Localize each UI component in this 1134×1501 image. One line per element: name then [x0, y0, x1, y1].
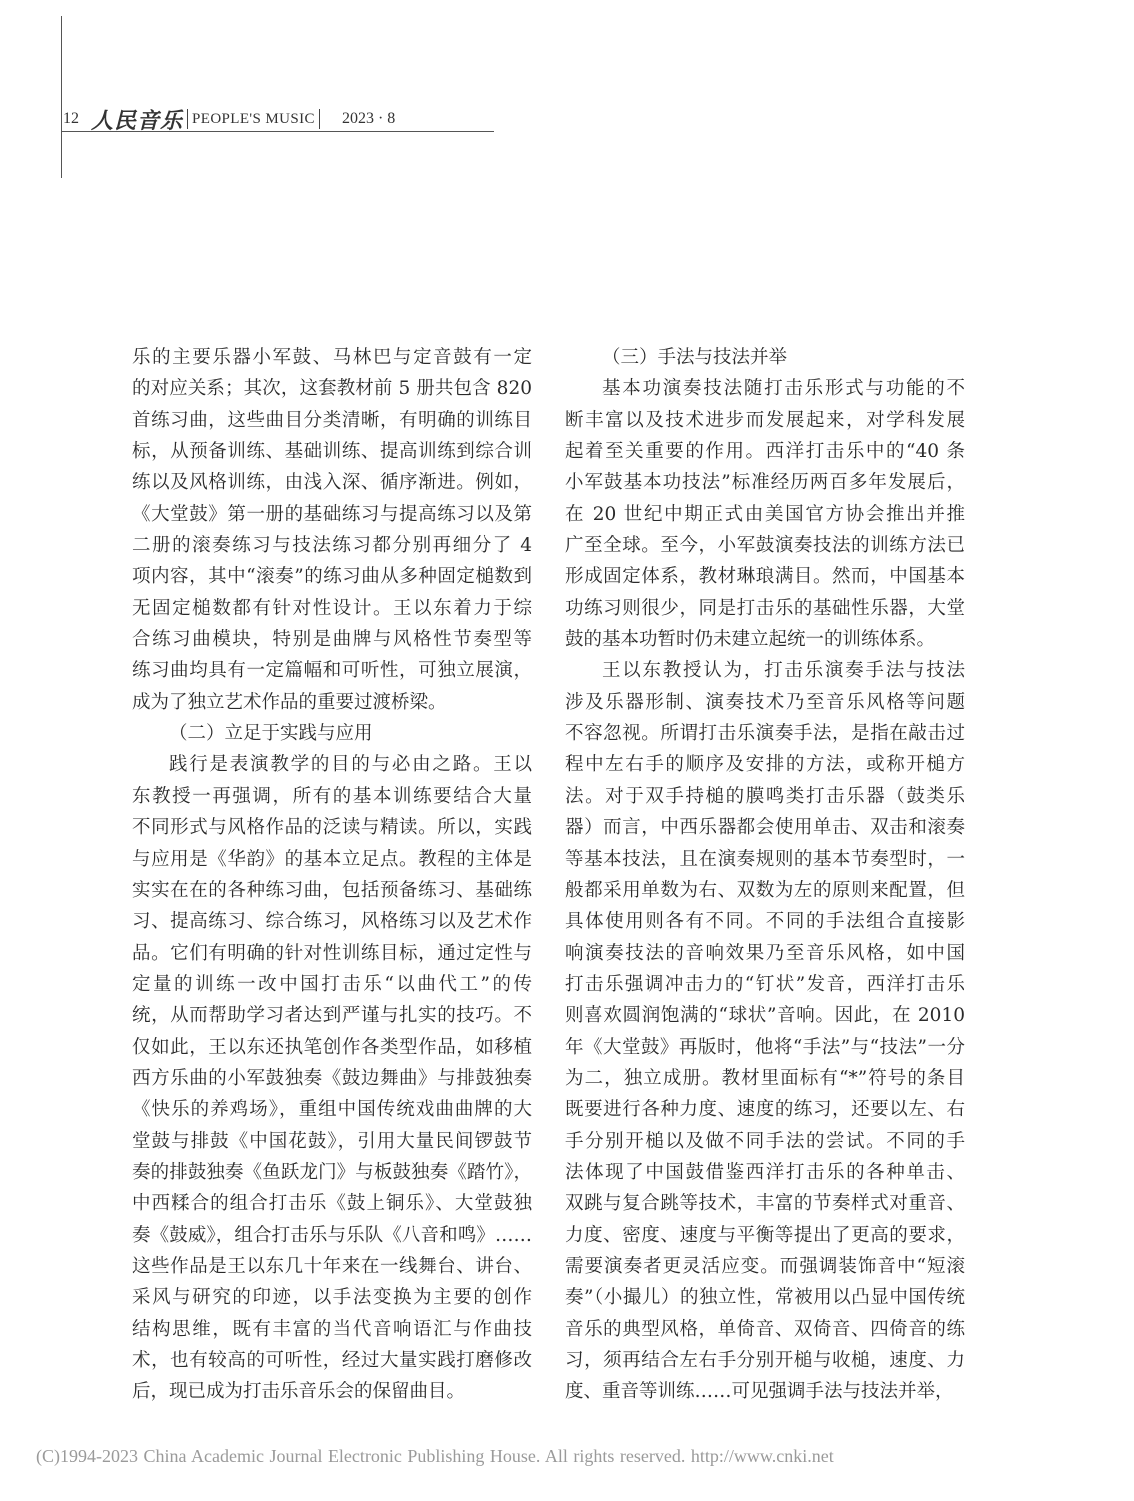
- magazine-logo: 人民音乐: [91, 107, 184, 133]
- text-line: 在 20 世纪中期正式由美国官方协会推出并推: [565, 503, 965, 525]
- text-line: 练以及风格训练，由浅入深、循序渐进。例如，: [132, 472, 532, 494]
- text-line: 功练习则很少，同是打击乐的基础性乐器，大堂: [565, 597, 965, 619]
- text-line: 响演奏技法的音响效果乃至音乐风格，如中国: [565, 942, 965, 964]
- text-line: 王以东教授认为，打击乐演奏手法与技法: [602, 660, 965, 682]
- text-line: 《大堂鼓》第一册的基础练习与提高练习以及第: [132, 503, 532, 525]
- text-line: 鼓的基本功暂时仍未建立起统一的训练体系。: [565, 629, 936, 651]
- text-line: 不同形式与风格作品的泛读与精读。所以，实践: [132, 817, 532, 839]
- text-line: 年《大堂鼓》再版时，他将“手法”与“技法”一分: [565, 1036, 965, 1058]
- issue-number: 2023 · 8: [341, 110, 396, 127]
- text-line: 与应用是《华韵》的基本立足点。教程的主体是: [132, 848, 532, 870]
- left-text-column: [132, 342, 532, 1408]
- text-line: 习，须再结合左右手分别开槌与收槌，速度、力: [565, 1350, 965, 1371]
- text-line: 无固定槌数都有针对性设计。王以东着力于综: [132, 597, 532, 619]
- text-line: 首练习曲，这些曲目分类清晰，有明确的训练目: [132, 409, 532, 431]
- text-line: 中西糅合的组合打击乐《鼓上铜乐》、大堂鼓独: [132, 1193, 532, 1215]
- text-line: 奏的排鼓独奏《鱼跃龙门》与板鼓独奏《踏竹》，: [132, 1161, 532, 1183]
- text-line: 音乐的典型风格，单倚音、双倚音、四倚音的练: [565, 1318, 965, 1340]
- text-line: 力度、密度、速度与平衡等提出了更高的要求，: [565, 1224, 965, 1246]
- text-line: 定量的训练一改中国打击乐“以曲代工”的传: [132, 973, 532, 995]
- text-line: 手分别开槌以及做不同手法的尝试。不同的手: [565, 1130, 965, 1152]
- text-line: （三）手法与技法并举: [602, 347, 788, 368]
- text-line: 双跳与复合跳等技术，丰富的节奏样式对重音、: [565, 1193, 965, 1215]
- text-line: 堂鼓与排鼓《中国花鼓》，引用大量民间锣鼓节: [132, 1130, 532, 1152]
- text-line: 基本功演奏技法随打击乐形式与功能的不: [602, 378, 965, 400]
- copyright-footer: (C)1994-2023 China Academic Journal Electronic Publishing House. All rights reserved. http://www.cnki.net: [36, 1446, 834, 1466]
- text-line: 奏”（小撮儿）的独立性，常被用以凸显中国传统: [565, 1287, 965, 1309]
- text-line: 小军鼓基本功技法”标准经历两百多年发展后，: [565, 472, 965, 494]
- text-line: 习、提高练习、综合练习，风格练习以及艺术作: [132, 911, 532, 933]
- text-line: 品。它们有明确的针对性训练目标，通过定性与: [132, 942, 532, 964]
- text-line: 练习曲均具有一定篇幅和可听性，可独立展演，: [132, 660, 532, 682]
- text-line: 结构思维，既有丰富的当代音响语汇与作曲技: [132, 1318, 532, 1340]
- header-separator: [187, 109, 188, 129]
- text-line: 等基本技法，且在演奏规则的基本节奏型时，一: [565, 848, 965, 870]
- text-line: 统，从而帮助学习者达到严谨与扎实的技巧。不: [132, 1005, 532, 1027]
- text-line: 度、重音等训练……可见强调手法与技法并举，: [565, 1381, 954, 1403]
- text-line: （二）立足于实践与应用: [169, 723, 373, 745]
- text-line: 法体现了中国鼓借鉴西洋打击乐的各种单击、: [565, 1161, 965, 1183]
- text-line: 《快乐的养鸡场》，重组中国传统戏曲曲牌的大: [132, 1099, 532, 1121]
- right-text-column: [565, 342, 965, 1408]
- text-line: 合练习曲模块，特别是曲牌与风格性节奏型等: [132, 629, 532, 651]
- text-line: 法。对于双手持槌的膜鸣类打击乐器（鼓类乐: [565, 785, 965, 807]
- text-line: 奏《鼓威》，组合打击乐与乐队《八音和鸣》……: [132, 1224, 532, 1246]
- header-separator: [319, 109, 320, 129]
- text-line: 标，从预备训练、基础训练、提高训练到综合训: [132, 441, 532, 463]
- text-line: 成为了独立艺术作品的重要过渡桥梁。: [132, 691, 447, 713]
- text-line: 涉及乐器形制、演奏技术乃至音乐风格等问题: [565, 691, 965, 713]
- text-line: 需要演奏者更灵活应变。而强调装饰音中“短滚: [565, 1255, 965, 1277]
- text-line: 践行是表演教学的目的与必由之路。王以: [169, 754, 532, 776]
- text-line: 仅如此，王以东还执笔创作各类型作品，如移植: [132, 1036, 532, 1058]
- text-line: 般都采用单数为右、双数为左的原则来配置，但: [565, 879, 965, 901]
- text-line: 术，也有较高的可听性，经过大量实践打磨修改: [132, 1350, 532, 1371]
- text-line: 不容忽视。所谓打击乐演奏手法，是指在敲击过: [565, 723, 965, 745]
- text-line: 既要进行各种力度、速度的练习，还要以左、右: [565, 1099, 965, 1121]
- magazine-name-en: PEOPLE'S MUSIC: [192, 110, 315, 127]
- text-line: 的对应关系；其次，这套教材前 5 册共包含 820: [132, 378, 532, 400]
- text-line: 为二，独立成册。教材里面标有“*”符号的条目: [565, 1067, 965, 1089]
- text-line: 器）而言，中西乐器都会使用单击、双击和滚奏: [565, 817, 965, 839]
- text-line: 东教授一再强调，所有的基本训练要结合大量: [132, 785, 532, 807]
- text-line: 打击乐强调冲击力的“钉状”发音，西洋打击乐: [565, 973, 965, 995]
- text-line: 则喜欢圆润饱满的“球状”音响。因此，在 2010: [565, 1005, 965, 1027]
- text-line: 广至全球。至今，小军鼓演奏技法的训练方法已: [565, 535, 965, 557]
- page-number: 12: [63, 110, 79, 127]
- text-line: 起着至关重要的作用。西洋打击乐中的“40 条: [565, 441, 965, 463]
- text-line: 西方乐曲的小军鼓独奏《鼓边舞曲》与排鼓独奏: [132, 1067, 532, 1089]
- text-line: 后，现已成为打击乐音乐会的保留曲目。: [132, 1381, 466, 1403]
- running-header: [63, 106, 395, 132]
- text-line: 形成固定体系，教材琳琅满目。然而，中国基本: [565, 566, 965, 588]
- text-line: 采风与研究的印迹，以手法变换为主要的创作: [132, 1287, 532, 1309]
- text-line: 这些作品是王以东几十年来在一线舞台、讲台、: [132, 1255, 532, 1277]
- text-line: 程中左右手的顺序及安排的方法，或称开槌方: [565, 754, 965, 776]
- text-line: 具体使用则各有不同。不同的手法组合直接影: [565, 911, 965, 933]
- header-vertical-rule: [61, 16, 62, 178]
- text-line: 断丰富以及技术进步而发展起来，对学科发展: [565, 409, 965, 431]
- text-line: 项内容，其中“滚奏”的练习曲从多种固定槌数到: [132, 566, 532, 588]
- text-line: 乐的主要乐器小军鼓、马林巴与定音鼓有一定: [132, 347, 532, 368]
- text-line: 二册的滚奏练习与技法练习都分别再细分了 4: [132, 535, 532, 557]
- text-line: 实实在在的各种练习曲，包括预备练习、基础练: [132, 879, 532, 901]
